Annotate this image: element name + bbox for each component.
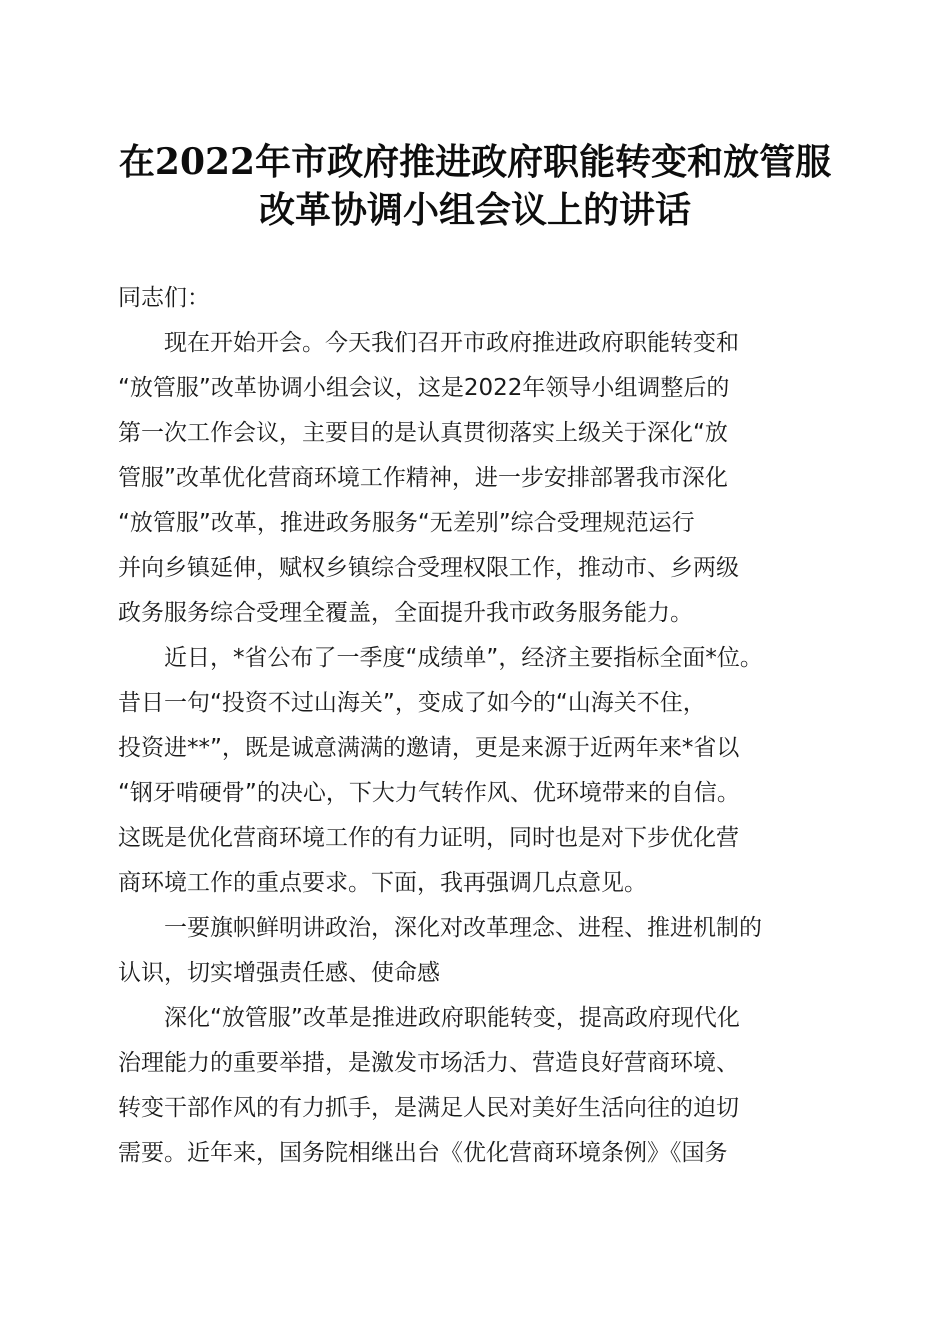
document-title	[100, 138, 850, 234]
body-line: 管服”改革优化营商环境工作精神，进一步安排部署我市深化	[118, 465, 728, 491]
section-heading-line: 一要旗帜鲜明讲政治，深化对改革理念、进程、推进机制的	[164, 915, 762, 941]
body-line: 深化“放管服”改革是推进政府职能转变，提高政府现代化	[164, 1005, 740, 1031]
body-line: 商环境工作的重点要求。下面，我再强调几点意见。	[118, 870, 647, 896]
body-line: 现在开始开会。今天我们召开市政府推进政府职能转变和	[164, 330, 739, 356]
section-heading-line: 认识，切实增强责任感、使命感	[118, 960, 440, 986]
body-line: 近日，*省公布了一季度“成绩单”，经济主要指标全面*位。	[164, 645, 763, 671]
document-body	[118, 276, 830, 1176]
body-line: 第一次工作会议，主要目的是认真贯彻落实上级关于深化“放	[118, 420, 728, 446]
body-line: “钢牙啃硬骨”的决心，下大力气转作风、优环境带来的自信。	[118, 780, 740, 806]
body-line: 昔日一句“投资不过山海关”，变成了如今的“山海关不住，	[118, 690, 706, 716]
body-line: 政务服务综合受理全覆盖，全面提升我市政务服务能力。	[118, 600, 693, 626]
body-line: 转变干部作风的有力抓手，是满足人民对美好生活向往的迫切	[118, 1095, 739, 1121]
salutation: 同志们：	[118, 285, 210, 311]
body-line: “放管服”改革，推进政务服务“无差别”综合受理规范运行	[118, 510, 695, 536]
body-line: 这既是优化营商环境工作的有力证明，同时也是对下步优化营	[118, 825, 739, 851]
body-line: 并向乡镇延伸，赋权乡镇综合受理权限工作，推动市、乡两级	[118, 555, 739, 581]
body-line: 需要。近年来，国务院相继出台《优化营商环境条例》《国务	[118, 1140, 728, 1166]
title-line-1: 在2022年市政府推进政府职能转变和放管服	[118, 141, 832, 183]
title-line-2: 改革协调小组会议上的讲话	[258, 189, 691, 231]
body-line: “放管服”改革协调小组会议，这是2022年领导小组调整后的	[118, 375, 730, 401]
body-line: 治理能力的重要举措，是激发市场活力、营造良好营商环境、	[118, 1050, 739, 1076]
body-line: 投资进**”，既是诚意满满的邀请，更是来源于近两年来*省以	[118, 735, 740, 761]
